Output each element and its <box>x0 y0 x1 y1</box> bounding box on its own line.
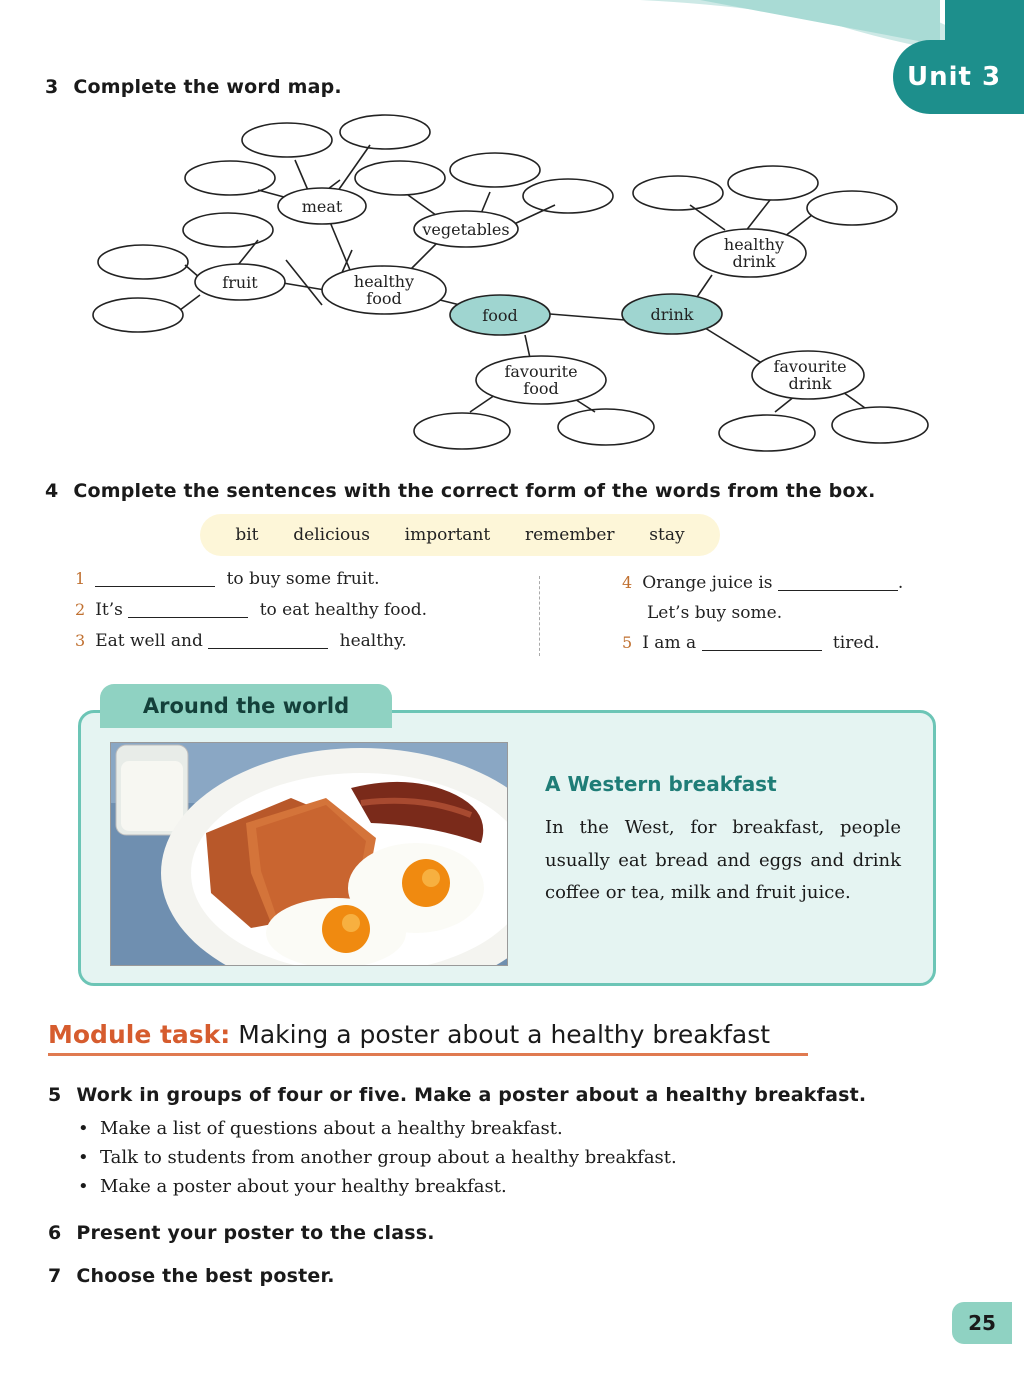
word-map <box>0 100 1024 460</box>
list-item: • Make a list of questions about a healthy breakfast. <box>76 1114 677 1143</box>
module-task-title: Making a poster about a healthy breakfast <box>238 1020 771 1049</box>
word-box-item: delicious <box>293 525 370 545</box>
empty-bubble <box>93 298 183 332</box>
node-label-healthy-drink-1: healthy <box>723 235 785 254</box>
node-label-healthy-drink-2: drink <box>732 252 776 271</box>
list-item: • Make a poster about your healthy breakfast. <box>76 1172 677 1201</box>
empty-bubble <box>185 161 275 195</box>
article-heading: A Western breakfast <box>545 772 777 796</box>
sentence-text: to buy some fruit. <box>226 569 380 589</box>
list-item: • Talk to students from another group about a healthy breakfast. <box>76 1143 677 1172</box>
sentence-text: . <box>897 573 904 593</box>
connector-line <box>330 222 350 270</box>
task3-heading <box>45 76 342 98</box>
connector-line <box>286 260 322 305</box>
sentence-number: 2 <box>75 600 86 619</box>
sentence-number: 3 <box>75 631 86 650</box>
task7-heading <box>48 1265 335 1287</box>
empty-bubble <box>807 191 897 225</box>
answer-blank[interactable] <box>778 589 898 591</box>
sentence-text: to eat healthy food. <box>259 600 428 620</box>
task6-instruction: Present your poster to the class. <box>76 1222 435 1244</box>
empty-bubble <box>523 179 613 213</box>
around-the-world-tab: Around the world <box>100 684 392 728</box>
node-label-favourite-food-2: food <box>523 379 559 398</box>
task4-instruction: Complete the sentences with the correct form of the words from the box. <box>73 480 876 502</box>
empty-bubble <box>719 415 815 451</box>
sentence-text: Orange juice is <box>642 573 773 593</box>
sentence-1 <box>75 569 380 589</box>
node-label-vegetables: vegetables <box>422 220 510 239</box>
connector-line <box>550 314 625 320</box>
empty-bubble <box>558 409 654 445</box>
sentence-5 <box>622 633 880 653</box>
breakfast-illustration <box>111 743 507 965</box>
task5-bullet-list <box>76 1114 677 1201</box>
task4-number: 4 <box>45 480 59 502</box>
word-box-item: important <box>404 525 491 545</box>
node-label-favourite-drink-1: favourite <box>773 357 847 376</box>
task6-number: 6 <box>48 1222 62 1244</box>
empty-bubble <box>183 213 273 247</box>
node-label-drink: drink <box>650 305 694 324</box>
sentence-4 <box>622 573 903 593</box>
task4-heading <box>45 480 876 502</box>
connector-line <box>283 283 325 290</box>
sentence-text: healthy. <box>339 631 407 651</box>
node-label-favourite-food-1: favourite <box>504 362 578 381</box>
empty-bubble <box>450 153 540 187</box>
empty-bubble <box>242 123 332 157</box>
unit-tab: Unit 3 <box>893 40 1024 114</box>
word-box <box>200 514 720 556</box>
column-divider <box>539 576 540 656</box>
connector-line <box>705 328 765 365</box>
connector-line <box>335 145 370 195</box>
sentence-2 <box>75 600 427 620</box>
sentence-text: Eat well and <box>95 631 203 651</box>
task6-heading <box>48 1222 435 1244</box>
empty-bubble <box>355 161 445 195</box>
task5-heading <box>48 1084 866 1106</box>
node-label-favourite-drink-2: drink <box>788 374 832 393</box>
empty-bubble <box>728 166 818 200</box>
node-label-healthy-food-2: food <box>366 289 402 308</box>
node-label-food: food <box>482 306 518 325</box>
connector-line <box>470 395 495 412</box>
sentence-3 <box>75 631 407 651</box>
answer-blank[interactable] <box>208 647 328 649</box>
page-number: 25 <box>952 1302 1012 1344</box>
answer-blank[interactable] <box>95 585 215 587</box>
empty-bubble <box>98 245 188 279</box>
word-box-item: stay <box>649 525 685 545</box>
module-task-heading <box>48 1020 770 1049</box>
word-box-item: bit <box>235 525 259 545</box>
task7-number: 7 <box>48 1265 62 1287</box>
sentence-number: 5 <box>622 633 633 652</box>
sentence-text: tired. <box>832 633 880 653</box>
answer-blank[interactable] <box>128 616 248 618</box>
empty-bubble <box>832 407 928 443</box>
word-box-item: remember <box>524 525 615 545</box>
task3-number: 3 <box>45 76 59 98</box>
sentence-number: 4 <box>622 573 633 592</box>
article-body: In the West, for breakfast, people usually eat bread and eggs and drink coffee or tea, milk and fruit juice. <box>545 817 901 903</box>
task5-number: 5 <box>48 1084 62 1106</box>
connector-line <box>745 200 770 232</box>
task5-instruction: Work in groups of four or five. Make a poster about a healthy breakfast. <box>76 1084 867 1106</box>
connector-line <box>410 240 440 270</box>
sentence-4-continued: Let’s buy some. <box>647 603 783 623</box>
task7-instruction: Choose the best poster. <box>76 1265 335 1287</box>
node-label-meat: meat <box>301 197 343 216</box>
module-underline <box>48 1053 808 1056</box>
empty-bubble <box>414 413 510 449</box>
connector-line <box>512 205 555 225</box>
connector-line <box>525 335 530 358</box>
node-label-healthy-food-1: healthy <box>353 272 415 291</box>
connector-line <box>180 295 200 310</box>
module-task-label: Module task: <box>48 1020 231 1049</box>
node-label-fruit: fruit <box>222 273 258 292</box>
sentence-text: It’s <box>95 600 123 620</box>
photo-western-breakfast <box>110 742 508 966</box>
empty-bubble <box>633 176 723 210</box>
empty-bubble <box>340 115 430 149</box>
sentence-text: I am a <box>642 633 697 653</box>
sentence-number: 1 <box>75 569 86 588</box>
answer-blank[interactable] <box>702 649 822 651</box>
task3-instruction: Complete the word map. <box>73 76 342 98</box>
